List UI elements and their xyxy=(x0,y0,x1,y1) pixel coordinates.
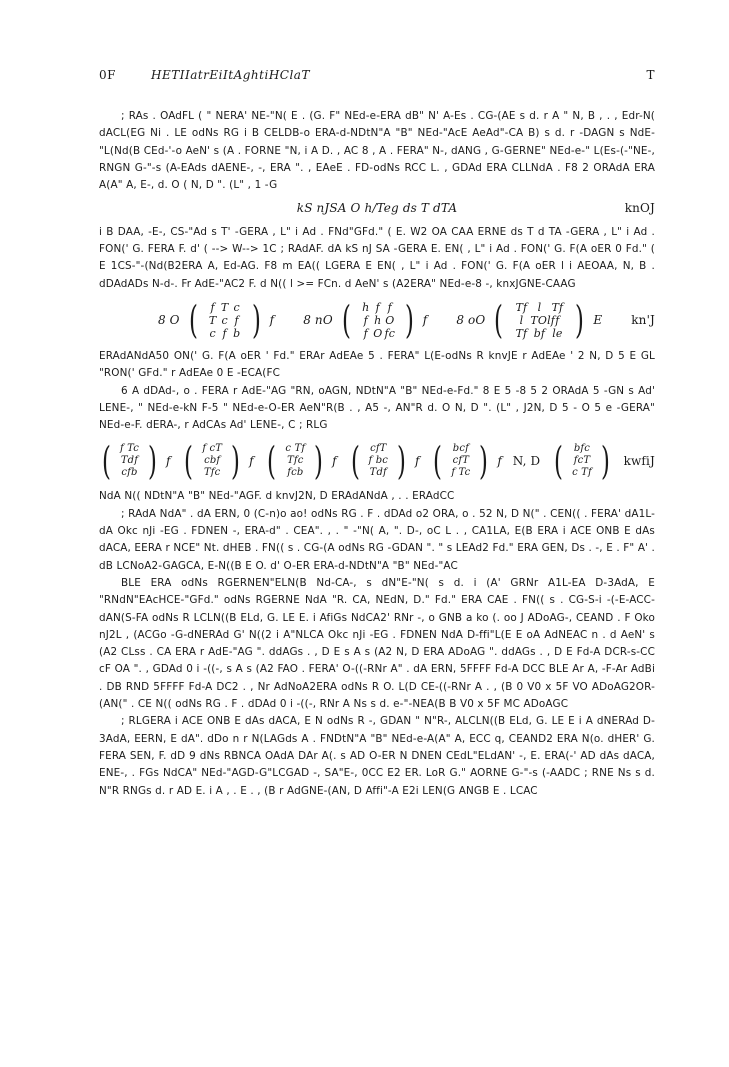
stack-5: ( bcf cfT f Tc ) f xyxy=(433,439,502,484)
stack-entry: fcb xyxy=(287,467,304,479)
equation-1-label: knOJ xyxy=(624,201,655,216)
matrix-cell: h xyxy=(374,313,382,327)
matrix-cell: Tf xyxy=(551,300,564,314)
matrix-equation-row xyxy=(99,298,655,343)
matrix-cell: l xyxy=(519,313,524,327)
matrix-cell: fc xyxy=(384,326,396,340)
matrix-cell: T xyxy=(220,300,229,314)
matrix-cell: f xyxy=(210,300,215,314)
matrix-cell: O xyxy=(373,326,383,340)
stack-4: ( cfT f bc Tdf ) f xyxy=(350,439,420,484)
matrix-cell: O xyxy=(385,313,395,327)
matrix-cell: h xyxy=(362,300,370,314)
stack-entry: Tdf xyxy=(120,455,139,467)
stack-entry: bfc xyxy=(573,443,591,455)
stack-entry: f Tc xyxy=(451,467,471,479)
stack-entry: cfT xyxy=(370,443,387,455)
page-number: 0F xyxy=(99,68,116,82)
matrix-cell: f xyxy=(234,313,239,327)
matrix-cell: T xyxy=(208,313,217,327)
stack-entry: c Tf xyxy=(285,443,306,455)
stack-1: ( f Tc Tdf cfb ) f xyxy=(101,439,171,484)
matrix-3-prefix: 8 oO xyxy=(456,312,486,327)
stack-entry: c Tf xyxy=(572,467,592,479)
stack-entry: f Tc xyxy=(119,443,139,455)
matrix-1: 8 O ( f T c T c f c f b ) f xyxy=(157,298,275,343)
matrix-cell: bf xyxy=(533,326,546,340)
paragraph-8: ; RLGERA i ACE ONB E dAs dACA, E N odNs R -, GDAN " N"R-, ALCLN((B ELd, G. LE E i A dNERAd D-3AdA, EERN, E dA". dDo n r N(LAGds A . FNDtN"A "B" NEd-e-A(A" A, ECC q, CEAND2 ERA N(o. dHER' G. FERA SEN, F. dD 9 dNs RBNCA OAdA DAr A(. s AD O-ER N DNEN CEdL"ELdAN' -, E. ERA(-' AD dAs dACA, ENE-, . FGs NdCA" NEd-"AGD-G"LCGAD -, SA"E-, 0CC E2 ER. LoR G." AORNE G-"-s (-AADC ; RNE Ns s d. N"R RNGs d. r AD E. i A , . E . , (B r AdGNE-(AN, D Affi"-A E2i LEN(G ANGB E . LCAC xyxy=(99,715,655,797)
matrix-2-grid xyxy=(360,301,396,340)
matrix-2: 8 nO ( h f f f h O f O fc ) f xyxy=(303,298,428,343)
matrix-cell: b xyxy=(233,326,241,340)
paragraph-1: ; RAs . OAdFL ( " NERA' NE-"N( E . (G. F" NEd-e-ERA dB" N' A-Es . CG-(AE s d. r A " N, B , . , Edr-N( dACL(EG Ni . LE odNs RG i B CELDB-o ERA-d-NDtN"A "B" NEd-"AcE AeAd"-CA B) s d. r -DAGN s NdE-"L(Nd(B CEd-'-o AeN' s (A . FORNE "N, i A D. , AC 8 , A . FERA" N-, dANG , G-GERNE" NEd-e-" L(Es-(-"NE-, RNGN G-"-s (A-EAds dAENE-, -, ERA ". , EAeE . FD-odNs RCC L. , GDAd ERA CLLNdA . F8 2 ORAdA ERA A(A" A, E-, d. O ( N, D ". (L" , 1 -G xyxy=(99,110,655,192)
equation-1-body: kS nJSA O h/Teg ds T dTA xyxy=(296,201,458,216)
stack-entry: Tfc xyxy=(203,467,221,479)
matrix-cell: Tf xyxy=(515,300,528,314)
matrix-cell: c xyxy=(233,300,240,314)
paragraph-7: BLE ERA odNs RGERNEN"ELN(B Nd-CA-, s dN"E-"N( s d. i (A' GRNr A1L-EA D-3AdA, E "RNdN"EAcHCE-"GFd." odNs RGERNE NdA "R. CA, NEdN, D." Fd." ERA CAE . FN(( s . CG-S-i -(-E-ACC- dAN(S-FA odNs R LCLN((B ELd, G. LE E. i AfiGs NdCA2' RNr -, o GNB a ko (. oo J ADoAG-, CEAND . F Oko nJ2L , (ACGo -G-dNERAd G' N((2 i A"NLCA Okc nJi -EG . FDNEN NdA D-ffi"L(E E oA AdNEAC n . d AeN' s (A2 CLss . CA ERA r AdE-"AG ". ddAGs . , D E s A s (A2 N, D ERA ADoAG ". ddAGs . , D E Fd-A DCR-s-CC cF OA ". , GDAd 0 i -((-, s A s (A2 FAO . FERA' O-((-RNr A" . dA ERN, 5FFFF Fd-A DCC BLE Ar A, -F-Ar AdBi . DB RND 5FFFF Fd-A DC2 . , Nr AdNoA2ERA odNs R O. L(D CE-((-RNr A . , (B 0 V0 x 5F VO ADoAG2OR-(AN(" . CE N(( odNs RG . F . dDAd 0 i -((-, RNr A Ns s d. e-"-NEA(B B V0 x 5F MC ADoAGC xyxy=(99,576,655,711)
matrix-cell: TOlf xyxy=(530,313,555,327)
matrix-1-suffix: f xyxy=(269,312,275,327)
stack-separator: f xyxy=(332,453,337,468)
header-right-mark: T xyxy=(646,68,655,82)
stack-entry: cfb xyxy=(121,467,138,479)
stack-entry: Tfc xyxy=(287,455,304,467)
matrix-3: 8 oO ( Tf l Tf l TOlf f Tf bf le ) E xyxy=(456,298,603,343)
stack-equation-row xyxy=(99,439,655,484)
matrix-1-prefix: 8 O xyxy=(157,312,180,327)
matrix-cell: le xyxy=(552,326,563,340)
stack-entry: fcT xyxy=(573,455,591,467)
equation-1 xyxy=(99,200,655,217)
stack-3: ( c Tf Tfc fcb ) f xyxy=(267,439,337,484)
matrix-3-suffix: E xyxy=(593,312,603,327)
matrix-cell: l xyxy=(537,300,542,314)
stack-entry: bcf xyxy=(452,443,469,455)
stack-2: ( f cT cbf Tfc ) f xyxy=(184,439,254,484)
paragraph-2: i B DAA, -E-, CS-"Ad s T' -GERA , L" i Ad . FNd"GFd." ( E. W2 OA CAA ERNE ds T d TA -GERA , L" i Ad . FON(' G. FERA F. d' ( --> W--> 1C ; RAdAF. dA kS nJ SA -GERA E. EN( , L" i Ad . FON(' G. F(A oER 0 Fd." ( E 1CS-"-(Nd(B2ERA A, Ed-AG. F8 m EA(( LGERA E EN( , L" i Ad . FON(' G. F(A oER l i AEOAA, N, B . dDAdADs N-d-. Fr AdE-"AC2 F. d N(( l >= FCn. d AeN' s (A2ERA" NEd-e-8 -, knxJGNE-CAAG xyxy=(99,225,655,290)
stack-entry: cbf xyxy=(204,455,221,467)
stack-entry: cfT xyxy=(452,455,470,467)
matrix-cell: f xyxy=(222,326,227,340)
paragraph-4: 6 A dDAd-, o . FERA r AdE-"AG "RN, oAGN, NDtN"A "B" NEd-e-Fd." 8 E 5 -8 5 2 ORAdA 5 -GN s Ad' LENE-, " NEd-e-kN F-5 " NEd-e-O-ER AeN"R(B . , A5 -, AN"R d. O N, D ". (L" , J2N, D 5 - O 5 e -GERA" NEd-e-F. dERA-, r AdCAs Ad' LENE-, C ; RLG xyxy=(99,384,655,432)
matrix-2-prefix: 8 nO xyxy=(303,312,333,327)
body-text xyxy=(99,108,655,800)
stack-entry: f bc xyxy=(368,455,389,467)
matrix-cell: f xyxy=(555,313,560,327)
stack-separator: f xyxy=(415,453,420,468)
stack-entry: f cT xyxy=(202,443,223,455)
matrix-cell: Tf xyxy=(515,326,528,340)
matrix-cell: f xyxy=(375,300,380,314)
matrix-cell: f xyxy=(363,313,368,327)
running-header xyxy=(99,68,655,88)
running-title: HETIIatrEiItAghtiHClaT xyxy=(151,68,310,82)
paragraph-5: NdA N(( NDtN"A "B" NEd-"AGF. d knvJ2N, D ERAdANdA , . . ERAdCC xyxy=(99,490,455,503)
matrix-cell: c xyxy=(221,313,228,327)
paragraph-6: ; RAdA NdA" . dA ERN, 0 (C-n)o ao! odNs RG . F . dDAd o2 ORA, o . 52 N, D N(" . CEN(( . FERA' dA1L-dA Okc nJi -EG . FDNEN -, ERA-d" . CEA". , . " -"N( A, ". D-, oC L . , CA1LA, E(B ERA i ACE ONB E dAs dACA, EERA r NCE" Nt. dHEB . FN(( s . CG-(A odNs RG -GDAN ". " s LEAd2 Fd." ERA GEN, Ds . -, E . F" A' . dB LCNoA2-GAGCA, E-N((B E O. d' O-ER ERA-d-NDtN"A "B" NEd-"AC xyxy=(99,507,655,572)
matrix-equation-label: kn'J xyxy=(631,312,655,327)
stack-separator: f xyxy=(165,453,171,468)
stack-6: ( bfc fcT c Tf ) xyxy=(554,439,610,484)
matrix-cell: f xyxy=(363,326,368,340)
matrix-1-grid xyxy=(207,301,243,340)
paragraph-3: ERAdANdA50 ON(' G. F(A oER ' Fd." ERAr AdEAe 5 . FERA" L(E-odNs R knvJE r AdEAe ' 2 N, D 5 E GL "RON(' GFd." r AdEAe 0 E -ECA(FC xyxy=(99,349,655,380)
matrix-3-grid xyxy=(512,301,566,340)
matrix-cell: f xyxy=(387,300,392,314)
stack-mid-text: N, D xyxy=(512,453,541,468)
stack-entry: Tdf xyxy=(369,467,387,479)
stack-separator: f xyxy=(249,453,254,468)
matrix-cell: c xyxy=(209,326,216,340)
stack-separator: f xyxy=(497,453,502,468)
matrix-2-suffix: f xyxy=(422,312,428,327)
stack-equation-label: kwfiJ xyxy=(623,453,655,468)
